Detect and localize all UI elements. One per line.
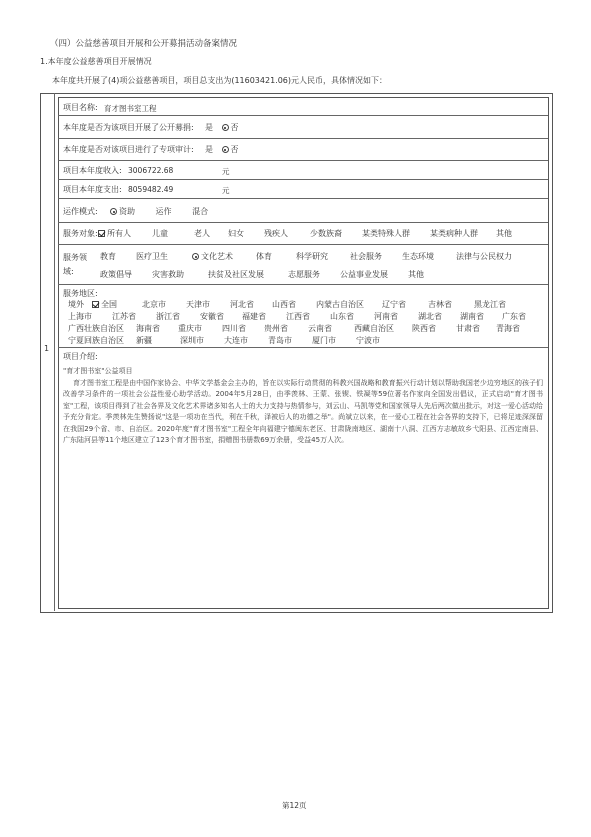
region-option: 辽宁省 (382, 300, 406, 309)
field-option: 灾害救助 (152, 270, 184, 279)
row-number: 1 (44, 344, 50, 353)
regions-row-4 (68, 335, 548, 346)
region-option: 山东省 (330, 312, 354, 321)
targets-label: 服务对象: (63, 229, 98, 238)
region-option: 安徽省 (200, 312, 224, 321)
field-option: 医疗卫生 (136, 252, 168, 261)
income-value: 3006722.68 (128, 166, 174, 175)
region-option: 山西省 (272, 300, 296, 309)
fields-row-1 (100, 251, 540, 262)
target-option: 妇女 (228, 229, 244, 238)
project-name-value: 育才图书室工程 (104, 104, 157, 113)
region-option: 江西省 (286, 312, 310, 321)
region-option: 广西壮族自治区 (68, 324, 124, 333)
region-option: 湖南省 (460, 312, 484, 321)
region-checkbox[interactable] (92, 301, 99, 308)
income-label: 项目本年度收入: (63, 166, 122, 175)
audit-options (205, 144, 239, 155)
income-unit: 元 (222, 167, 230, 176)
region-option: 吉林省 (428, 300, 452, 309)
expense-unit: 元 (222, 186, 230, 195)
field-option: 志愿服务 (288, 270, 320, 279)
mode-option-label: 运作 (155, 207, 172, 216)
region-option[interactable]: 全国 (92, 299, 142, 310)
subsection-title: 1.本年度公益慈善项目开展情况 (40, 57, 152, 66)
target-option: 某类特殊人群 (362, 229, 410, 238)
public-fundraising-yes-label: 是 (205, 123, 213, 132)
project-intro-text: 育才图书室工程是由中国作家协会、中华文学基金会主办的，旨在以实际行动贯彻的科教兴国战略和教育振兴行动计划以帮助我国老少边穷地区的孩子们改善学习条件的一项社会公益性爱心助学活动。2004年5月28日，由季羡林、王蒙、张锲、铁凝等59位著名作家向全国发出倡议，正式启动"育才图书室"工程，该项目得到了社会各界及文化艺术界诸多知名人士的大力支持与热情参与，刘云山、马凯等党和国家领导人先后两次做出批示，对这一爱心活动给予充分肯定。季羡林先生赞扬说"这是一项功在当代，利在千秋，泽被后人的功德之举"。尚斌立以来，在一爱心工程在社会各界的支持下，已将足迹深深留在我国29个省、市、自治区。2020年度"育才图书室"工程全年向福建宁德闽东老区、甘肃陇南地区、湖南十八洞、江西方志敏故乡弋阳县、江西定南县、广东陆河县等11个地区建立了123个育才图书室，捐赠图书册数69万余册，受益45万人次。 (63, 379, 543, 445)
region-option: 内蒙古自治区 (316, 300, 364, 309)
region-option: 北京市 (142, 300, 166, 309)
region-option: 湖北省 (418, 312, 442, 321)
field-option: 社会服务 (350, 252, 382, 261)
region-option: 青海省 (496, 324, 520, 333)
page-number: 第12页 (282, 801, 307, 810)
intro-line: 本年度共开展了(4)项公益慈善项目，项目总支出为(11603421.06)元人民币，具体情况如下： (52, 76, 388, 85)
section-title: （四）公益慈善项目开展和公开募捐活动备案情况 (50, 39, 238, 49)
region-option: 云南省 (308, 324, 332, 333)
mode-option-label: 混合 (192, 207, 209, 216)
expense-label: 项目本年度支出: (63, 185, 122, 194)
audit-yes-label: 是 (205, 145, 213, 154)
audit-question: 本年度是否对该项目进行了专项审计: (63, 145, 194, 154)
public-fundraising-no-label: 否 (230, 123, 239, 132)
regions-label: 服务地区: (63, 289, 98, 298)
field-option: 公益事业发展 (340, 270, 388, 279)
region-option: 大连市 (224, 336, 248, 345)
target-option: 少数族裔 (310, 229, 342, 238)
region-option: 厦门市 (312, 336, 336, 345)
region-option: 重庆市 (178, 324, 202, 333)
target-option: 残疾人 (264, 229, 288, 238)
region-option: 天津市 (186, 300, 210, 309)
region-option: 境外 (68, 300, 84, 309)
regions-row-3 (68, 323, 548, 334)
public-fundraising-options (205, 122, 239, 133)
public-fundraising-question: 本年度是否为该项目开展了公开募捐: (63, 123, 194, 132)
audit-no-radio[interactable] (222, 146, 229, 153)
mode-options (110, 206, 208, 217)
region-option: 西藏自治区 (354, 324, 394, 333)
region-option: 青岛市 (268, 336, 292, 345)
region-option: 浙江省 (156, 312, 180, 321)
regions-row-2 (68, 311, 548, 322)
expense-value: 8059482.49 (128, 185, 174, 194)
fields-label-line1: 服务领 (63, 253, 87, 262)
field-option[interactable]: 文化艺术 (192, 251, 256, 262)
field-option: 体育 (256, 252, 272, 261)
mode-label: 运作模式: (63, 207, 98, 216)
region-option: 上海市 (68, 312, 92, 321)
row-number-divider (54, 93, 55, 611)
region-option: 广东省 (502, 312, 526, 321)
audit-no-label: 否 (230, 145, 239, 154)
target-checkbox[interactable] (98, 230, 105, 237)
mode-radio-grant[interactable] (110, 208, 117, 215)
project-intro-title: "育才图书室"公益项目 (63, 367, 133, 375)
target-option: 其他 (496, 229, 512, 238)
region-option: 宁夏回族自治区 (68, 336, 124, 345)
public-fundraising-no-radio[interactable] (222, 124, 229, 131)
field-option: 教育 (100, 252, 116, 261)
field-option: 其他 (408, 270, 424, 279)
field-option: 法律与公民权力 (456, 252, 512, 261)
field-option: 扶贫及社区发展 (208, 270, 264, 279)
targets-options (98, 228, 538, 239)
region-option: 甘肃省 (456, 324, 480, 333)
region-option: 贵州省 (264, 324, 288, 333)
region-option: 宁波市 (356, 336, 380, 345)
regions-row-1 (68, 299, 548, 310)
target-option: 老人 (194, 229, 210, 238)
project-intro-label: 项目介绍: (63, 352, 98, 361)
target-option[interactable]: 所有人 (98, 228, 140, 239)
field-option: 政策倡导 (100, 270, 132, 279)
project-name-label: 项目名称: (63, 103, 98, 112)
fields-label-line2: 域: (63, 267, 74, 276)
region-option: 河南省 (374, 312, 398, 321)
target-option: 某类病种人群 (430, 229, 478, 238)
field-radio[interactable] (192, 253, 199, 260)
region-option: 新疆 (136, 336, 152, 345)
field-option: 科学研究 (296, 252, 328, 261)
region-option: 陕西省 (412, 324, 436, 333)
region-option: 海南省 (136, 324, 160, 333)
field-option: 生态环境 (402, 252, 434, 261)
region-option: 福建省 (242, 312, 266, 321)
region-option: 四川省 (222, 324, 246, 333)
target-option: 儿童 (152, 229, 168, 238)
region-option: 黑龙江省 (474, 300, 506, 309)
fields-row-2 (100, 269, 540, 280)
region-option: 河北省 (230, 300, 254, 309)
region-option: 深圳市 (180, 336, 204, 345)
mode-option-label: 资助 (119, 207, 135, 216)
region-option: 江苏省 (112, 312, 136, 321)
